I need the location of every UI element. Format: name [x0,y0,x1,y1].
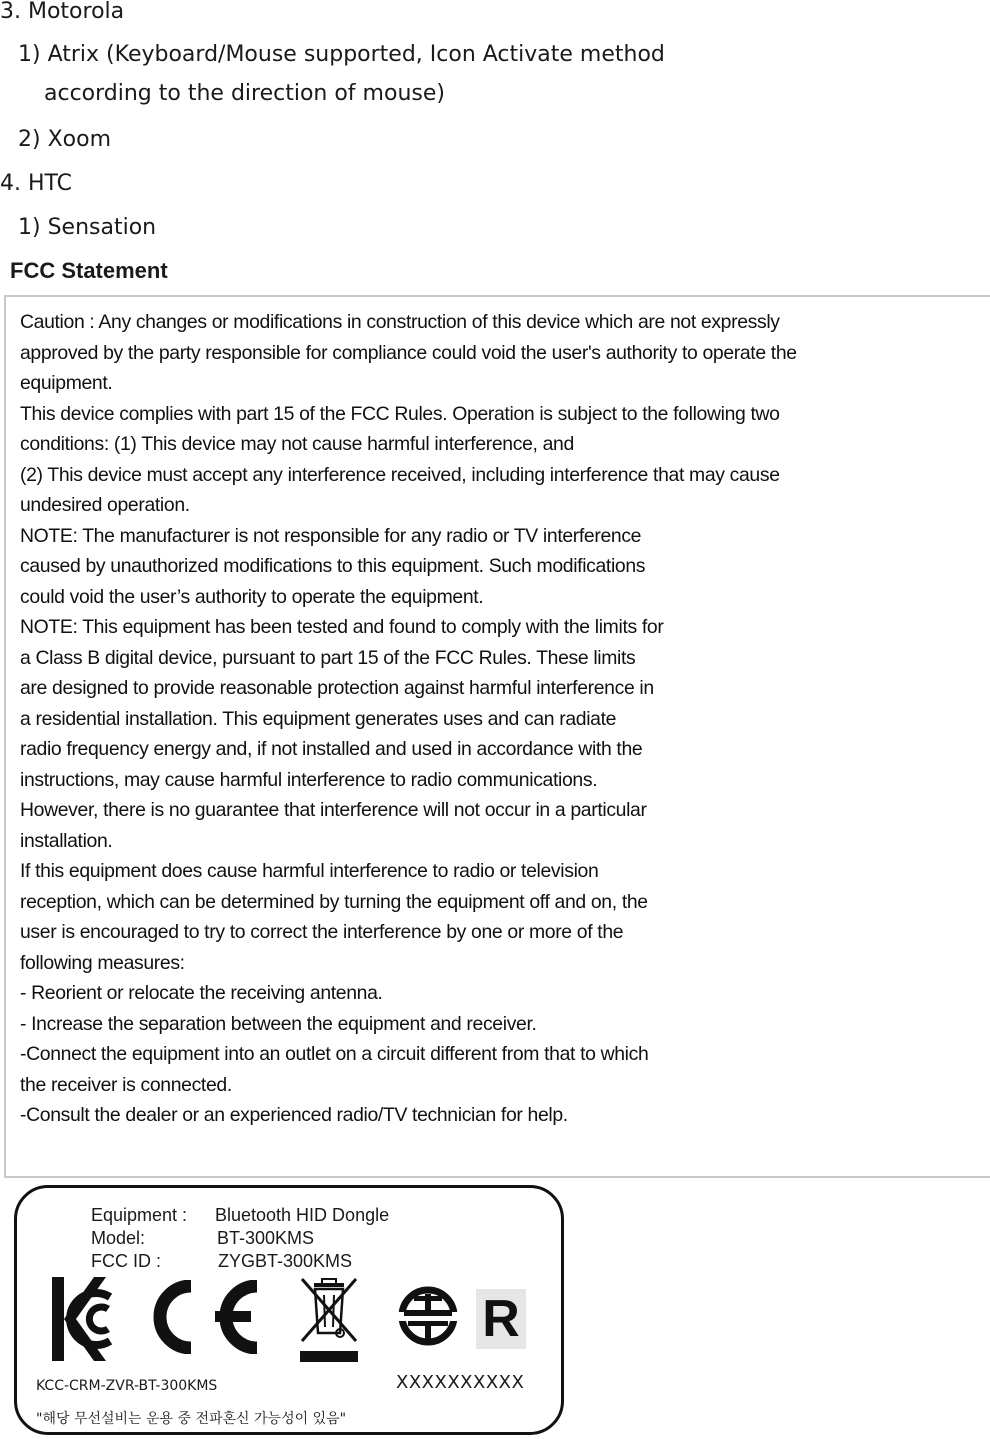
fcc-statement-line: caused by unauthorized modifications to this equipment. Such modifications [20,555,646,577]
fcc-statement-line: following measures: [20,951,185,974]
xoom-item: 2) Xoom [18,127,111,152]
fcc-statement-line: instructions, may cause harmful interference to radio communications. [20,768,598,791]
model-label: Model: [91,1228,146,1248]
model-value: BT-300KMS [217,1228,315,1248]
ce-mark-icon [145,1280,265,1354]
weee-bin-icon [296,1275,362,1365]
motorola-heading: 3. Motorola [0,0,125,24]
fcc-statement-line: - Increase the separation between the equipment and receiver. [20,1012,537,1035]
fcc-statement-line: reception, which can be determined by turning the equipment off and on, the [20,890,648,913]
fcc-statement-line: - Reorient or relocate the receiving antenna. [20,982,383,1004]
equipment-label: Equipment : [91,1205,188,1225]
fcc-statement-line: undesired operation. [20,494,190,516]
fcc-statement-line: installation. [20,829,113,852]
fcc-statement-text [20,307,797,1131]
fcc-statement-line: approved by the party responsible for compliance could void the user's authority to operate the [20,341,797,364]
fcc-statement-line: the receiver is connected. [20,1073,232,1096]
fcc-statement-line: -Consult the dealer or an experienced radio/TV technician for help. [20,1104,568,1126]
atrix-item-line1: 1) Atrix (Keyboard/Mouse supported, Icon Activate method [18,42,665,67]
fcc-statement-title: FCC Statement [10,258,168,283]
ground-mark-icon [390,1284,466,1348]
equipment-value: Bluetooth HID Dongle [215,1205,390,1225]
fcc-statement-line: conditions: (1) This device may not cause harmful interference, and [20,433,574,455]
fcc-statement-line: NOTE: This equipment has been tested and found to comply with the limits for [20,616,664,638]
fcc-statement-line: radio frequency energy and, if not installed and used in accordance with the [20,738,643,760]
fcc-statement-line: However, there is no guarantee that interference will not occur in a particular [20,799,647,821]
fcc-statement-line: -Connect the equipment into an outlet on a circuit different from that to which [20,1043,649,1065]
fcc-statement-line: NOTE: The manufacturer is not responsible for any radio or TV interference [20,524,642,547]
fcc-statement-line: This device complies with part 15 of the FCC Rules. Operation is subject to the following two [20,402,780,425]
fcc-statement-line: If this equipment does cause harmful interference to radio or television [20,860,599,882]
r-mark-icon: R [476,1289,526,1349]
fcc-statement-line: user is encouraged to try to correct the interference by one or more of the [20,921,624,943]
fcc-statement-line: could void the user’s authority to operate the equipment. [20,585,484,608]
fcc-statement-line: equipment. [20,372,113,394]
fcc-statement-line: a residential installation. This equipment generates uses and can radiate [20,707,617,730]
sensation-item: 1) Sensation [18,215,157,240]
atrix-item-line2: according to the direction of mouse) [44,81,445,106]
fcc-id-label: FCC ID : [91,1251,161,1271]
fcc-id-value: ZYGBT-300KMS [218,1251,353,1271]
kcc-certification-code: KCC-CRM-ZVR-BT-300KMS [36,1378,218,1394]
fcc-statement-line: a Class B digital device, pursuant to part 15 of the FCC Rules. These limits [20,646,636,669]
fcc-statement-line: are designed to provide reasonable protection against harmful interference in [20,677,654,699]
fcc-statement-line: Caution : Any changes or modifications in construction of this device which are not expressly [20,311,780,333]
htc-heading: 4. HTC [0,171,73,196]
kc-mark-icon [50,1275,112,1363]
korean-interference-notice: "해당 무선설비는 운용 중 전파혼신 가능성이 있음" [36,1411,347,1427]
certification-number: XXXXXXXXXX [396,1372,525,1393]
fcc-statement-box [4,295,990,1178]
fcc-statement-line: (2) This device must accept any interference received, including interference that may cause [20,463,780,486]
